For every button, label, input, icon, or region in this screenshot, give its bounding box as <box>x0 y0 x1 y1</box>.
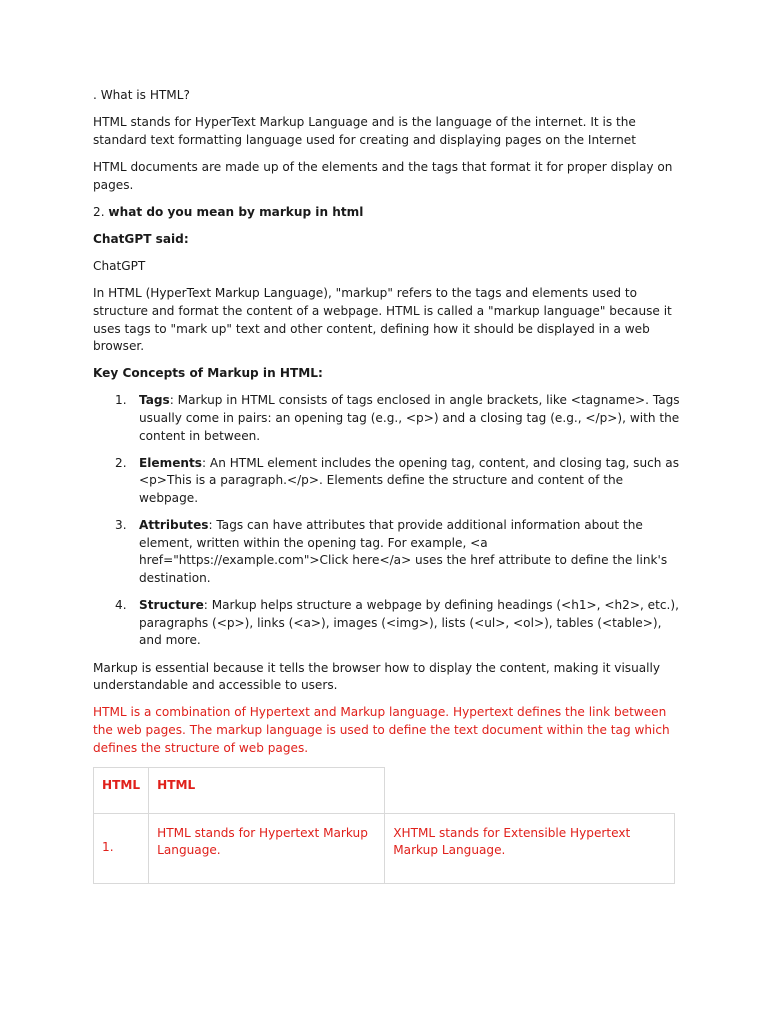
key-concepts-list <box>93 392 683 650</box>
document-page <box>93 87 683 884</box>
question-2-text: what do you mean by markup in html <box>108 204 364 219</box>
list-item <box>93 597 683 650</box>
list-item-text: : Markup helps structure a webpage by defining headings (<h1>, <h2>, etc.), paragraphs (<p>), links (<a>), images (<img>), lists (<ul>, <ol>), tables (<table>), and more. <box>139 598 679 648</box>
question-2-number: 2. <box>93 204 105 219</box>
list-item-term: Elements <box>139 455 203 470</box>
list-item-number: 3. <box>115 518 127 533</box>
list-item-text: : Tags can have attributes that provide additional information about the element, written within the opening tag. For example, <a href="https://example.com">Click here</a> uses the href attribute to define the link's destination. <box>139 518 668 585</box>
table-header-cell-2: HTML <box>149 767 385 813</box>
table-cell-html-definition: HTML stands for Hypertext Markup Language. <box>149 813 385 883</box>
red-definition-paragraph: HTML is a combination of Hypertext and Markup language. Hypertext defines the link between the web pages. The markup language is used to define the text document within the tag which defines the structure of web pages. <box>93 705 670 755</box>
key-concepts-heading: Key Concepts of Markup in HTML: <box>93 366 323 381</box>
table-cell-xhtml-definition: XHTML stands for Extensible Hypertext Markup Language. <box>385 813 675 883</box>
table-empty-cell <box>385 767 675 813</box>
chatgpt-label: ChatGPT <box>93 259 146 274</box>
markup-intro-paragraph: In HTML (HyperText Markup Language), "markup" refers to the tags and elements used to structure and format the content of a webpage. HTML is called a "markup language" because it uses tags to "mark up" text and other content, defining how it should be displayed in a web browser. <box>93 286 672 354</box>
table-row <box>94 767 675 813</box>
chatgpt-said-label: ChatGPT said: <box>93 231 189 246</box>
list-item-term: Attributes <box>139 518 209 533</box>
list-item <box>93 392 683 445</box>
comparison-table <box>93 767 675 884</box>
table-cell-row-number: 1. <box>94 813 149 883</box>
list-item-number: 1. <box>115 393 127 408</box>
list-item <box>93 455 683 508</box>
list-item <box>93 517 683 587</box>
question-1-title: . What is HTML? <box>93 88 190 102</box>
list-item-text: : Markup in HTML consists of tags enclosed in angle brackets, like <tagname>. Tags usually come in pairs: an opening tag (e.g., <p>) and a closing tag (e.g., </p>), with the content in between. <box>139 393 680 443</box>
question-1-answer-paragraph-1: HTML stands for HyperText Markup Language and is the language of the internet. It is the standard text formatting language used for creating and displaying pages on the Internet <box>93 115 636 147</box>
list-item-number: 2. <box>115 455 127 470</box>
list-item-text: : An HTML element includes the opening tag, content, and closing tag, such as <p>This is a paragraph.</p>. Elements define the structure and content of the webpage. <box>139 455 680 506</box>
question-2-title <box>93 204 683 222</box>
table-row <box>94 813 675 883</box>
list-item-term: Tags <box>139 393 170 408</box>
question-1-answer-paragraph-2: HTML documents are made up of the elements and the tags that format it for proper display on pages. <box>93 159 673 192</box>
list-item-term: Structure <box>139 598 204 613</box>
list-item-number: 4. <box>115 598 127 613</box>
table-header-cell-1: HTML <box>94 767 149 813</box>
markup-summary-paragraph: Markup is essential because it tells the browser how to display the content, making it visually understandable and accessible to users. <box>93 660 661 693</box>
